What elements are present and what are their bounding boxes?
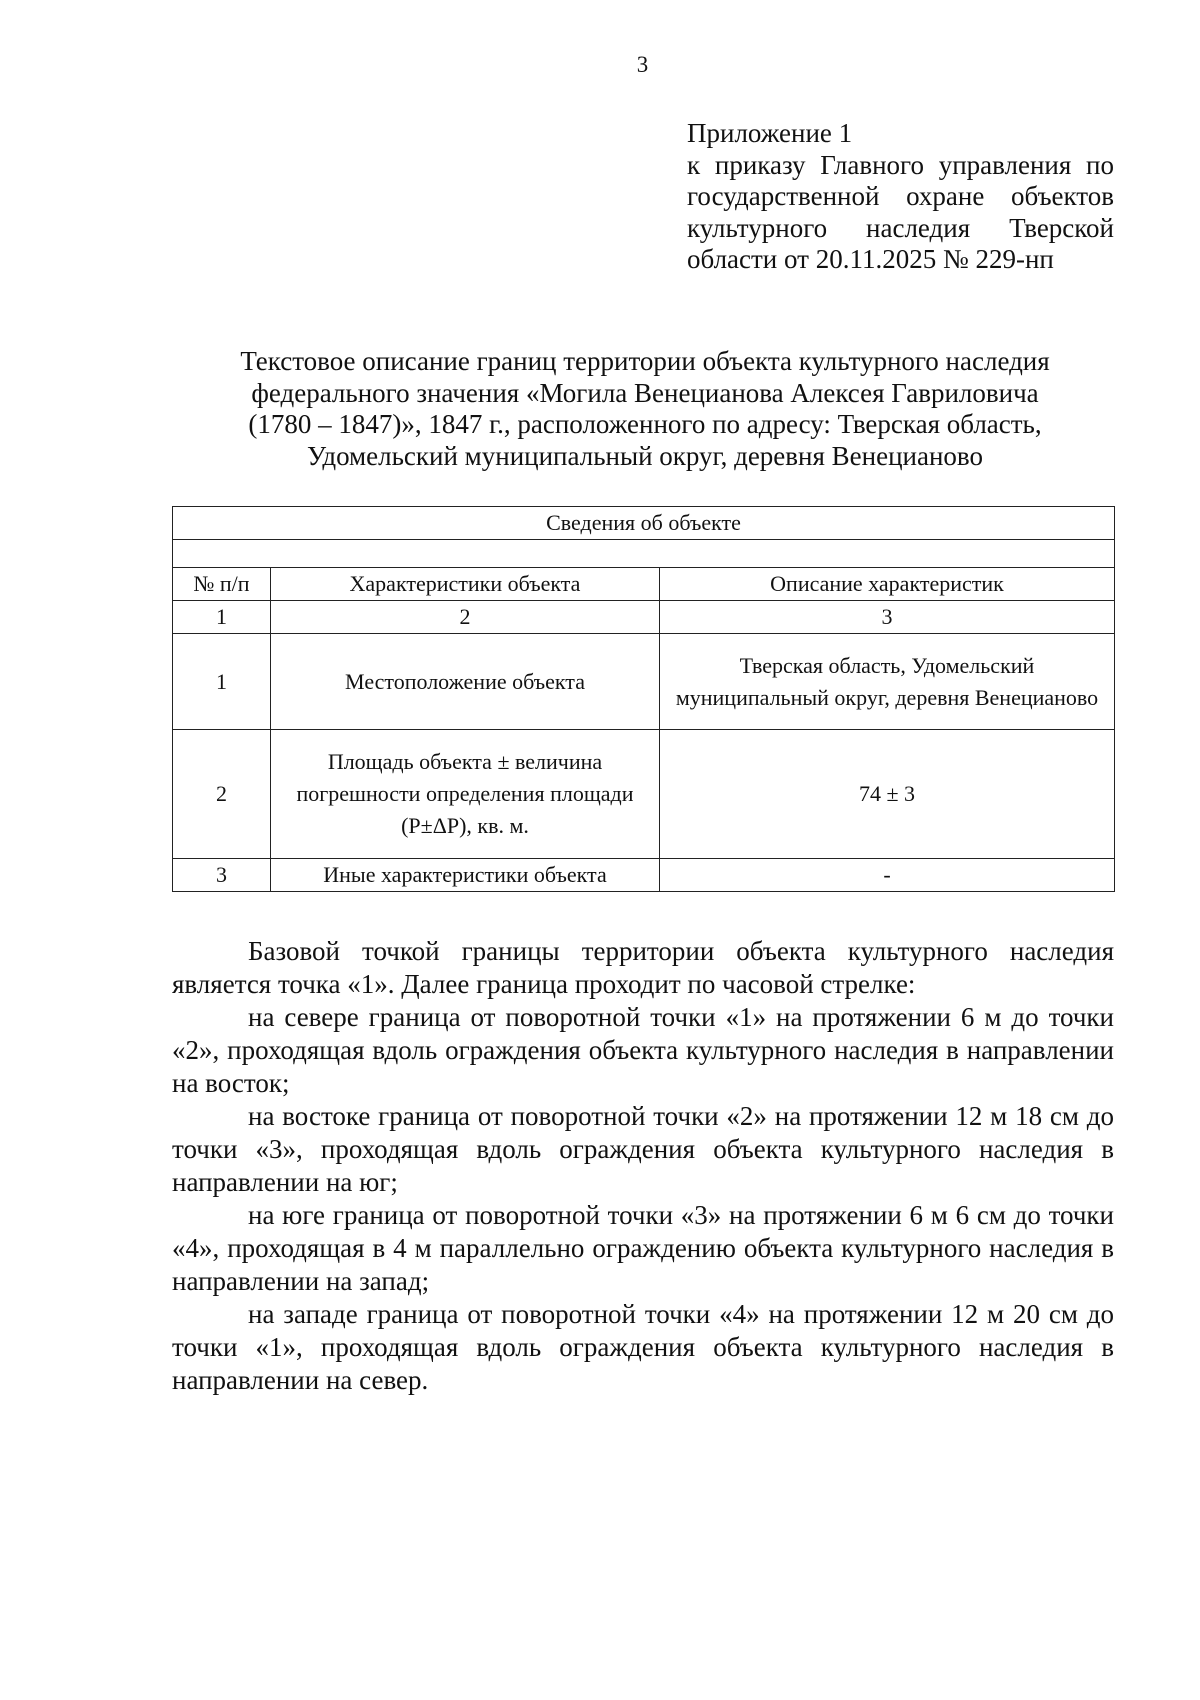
table-header-row (173, 568, 1115, 601)
header-description: Описание характеристик (660, 568, 1115, 601)
document-title (172, 346, 1118, 472)
paragraph: на севере граница от поворотной точки «1» на протяжении 6 м до точки «2», проходящая вдоль ограждения объекта культурного наследия в направлении на восток; (172, 1002, 1114, 1098)
appendix-title: Приложение 1 (687, 118, 853, 148)
title-line: федерального значения «Могила Венецианова Алексея Гавриловича (251, 377, 1039, 408)
table-row (173, 634, 1115, 730)
paragraph: Базовой точкой границы территории объекта культурного наследия является точка «1». Далее граница проходит по часовой стрелке: (172, 936, 1114, 999)
column-number: 3 (660, 601, 1115, 634)
table-caption: Сведения об объекте (173, 507, 1115, 540)
row-description: 74 ± 3 (660, 730, 1115, 859)
column-number: 1 (173, 601, 271, 634)
appendix-line: области от 20.11.2025 № 229-нп (687, 244, 1054, 274)
appendix-line: государственной охране объектов (687, 181, 1114, 211)
table-empty-row (173, 540, 1115, 568)
characteristic-units: (Р±ΔР), кв. м. (401, 813, 529, 838)
row-number: 1 (173, 634, 271, 730)
row-characteristic (271, 730, 660, 859)
boundary-description (172, 935, 1114, 1397)
header-characteristic: Характеристики объекта (271, 568, 660, 601)
row-number: 3 (173, 859, 271, 892)
row-description: Тверская область, Удомельский муниципальный округ, деревня Венецианово (660, 634, 1115, 730)
paragraph: на юге граница от поворотной точки «3» на протяжении 6 м 6 см до точки «4», проходящая в 4 м параллельно ограждению объекта культурного наследия в направлении на запад; (172, 1200, 1114, 1296)
paragraph: на востоке граница от поворотной точки «2» на протяжении 12 м 18 см до точки «3», проходящая вдоль ограждения объекта культурного наследия в направлении на юг; (172, 1101, 1114, 1197)
title-line: (1780 – 1847)», 1847 г., расположенного по адресу: Тверская область, (248, 409, 1042, 439)
column-number: 2 (271, 601, 660, 634)
table-numbering-row (173, 601, 1115, 634)
page-number: 3 (636, 52, 649, 77)
paragraph: на западе граница от поворотной точки «4» на протяжении 12 м 20 см до точки «1», проходящая вдоль ограждения объекта культурного наследия в направлении на север. (172, 1299, 1114, 1395)
characteristic-text: Площадь объекта ± величина погрешности определения площади (296, 749, 634, 806)
row-description: - (660, 859, 1115, 892)
appendix-line: к приказу Главного управления по (687, 149, 1114, 180)
title-line: Текстовое описание границ территории объекта культурного наследия (240, 346, 1050, 376)
row-characteristic: Иные характеристики объекта (271, 859, 660, 892)
title-line: Удомельский муниципальный округ, деревня Венецианово (307, 440, 983, 471)
table-row (173, 730, 1115, 859)
appendix-line: культурного наследия Тверской (687, 212, 1114, 243)
appendix-header (687, 118, 1114, 276)
table-row (173, 859, 1115, 892)
header-number: № п/п (173, 568, 271, 601)
row-number: 2 (173, 730, 271, 859)
object-info-table (172, 506, 1115, 892)
row-characteristic: Местоположение объекта (271, 634, 660, 730)
